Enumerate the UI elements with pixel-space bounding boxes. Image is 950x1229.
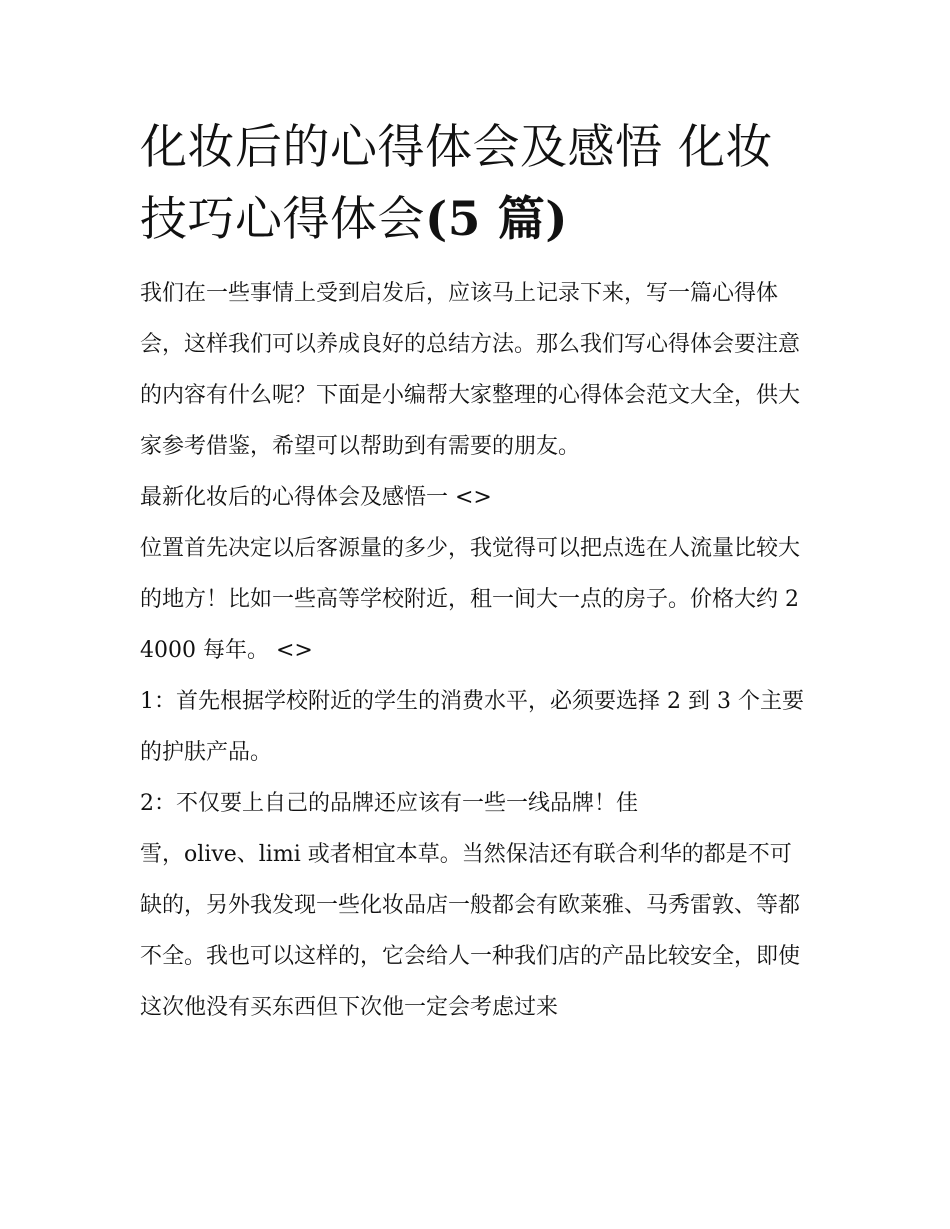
intro-paragraph: 我们在一些事情上受到启发后，应该马上记录下来，写一篇心得体会，这样我们可以养成良好的总结方法。那么我们写心得体会要注意的内容有什么呢？下面是小编帮大家整理的心得体会范文大全，供大家参考借鉴，希望可以帮助到有需要的朋友。 <box>140 281 801 459</box>
title-suffix-text: (5 篇) <box>425 192 569 247</box>
body-paragraph: 位置首先决定以后客源量的多少，我觉得可以把点选在人流量比较大的地方！比如一些高等学校附近，租一间大一点的房子。价格大约 24000 每年。 <> <box>140 536 801 663</box>
section-heading: 最新化妆后的心得体会及感悟一 <> <box>140 485 492 510</box>
body-paragraph: 2：不仅要上自己的品牌还应该有一些一线品牌！佳 <box>140 791 638 816</box>
body-paragraph: 1：首先根据学校附近的学生的消费水平，必须要选择 2 到 3 个主要的护肤产品。 <box>140 689 804 765</box>
body-paragraph: 雪，olive、limi 或者相宜本草。当然保洁还有联合利华的都是不可缺的，另外我发现一些化妆品店一般都会有欧莱雅、马秀雷敦、等都不全。我也可以这样的，它会给人一种我们店的产品比较安全，即使这次他没有买东西但下次他一定会考虑过来 <box>140 842 801 1020</box>
document-page <box>140 112 812 1033</box>
title-main-text: 化妆后的心得体会及感悟 化妆技巧心得体会 <box>140 120 773 247</box>
document-title <box>140 112 812 256</box>
